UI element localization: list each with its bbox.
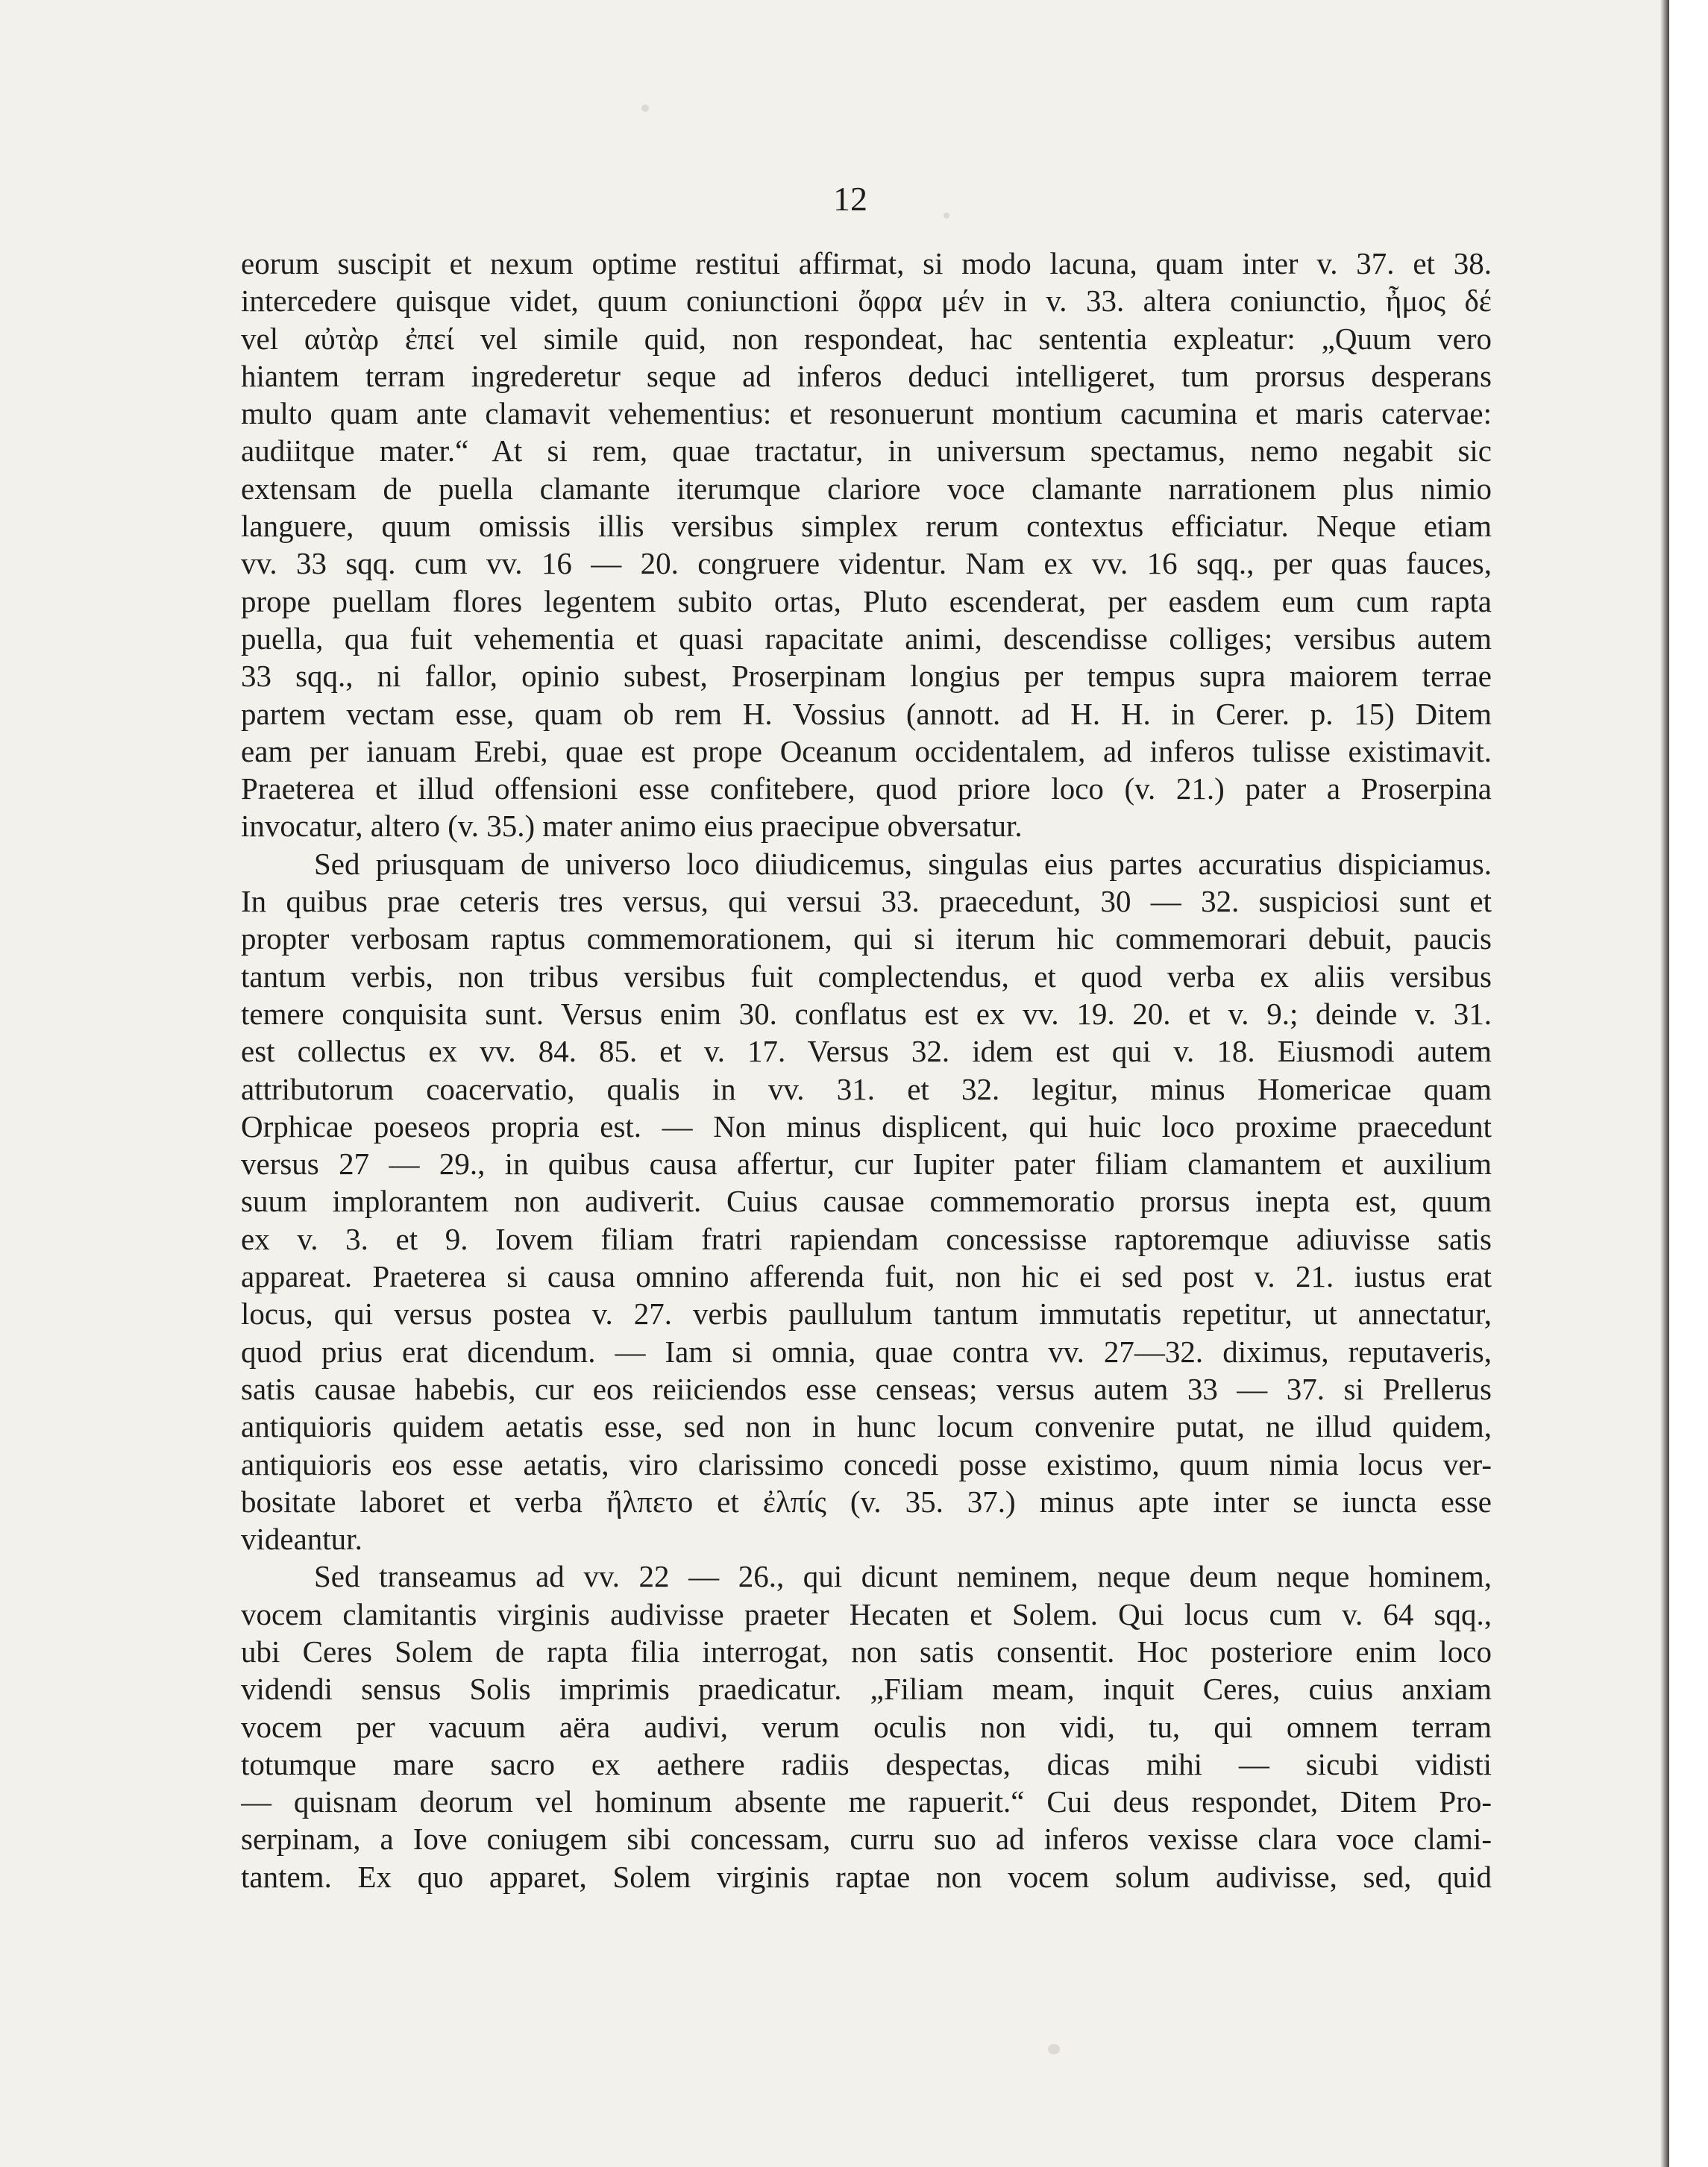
text-line: antiquioris quidem aetatis esse, sed non in hunc locum convenire putat, ne illud quidem, — [241, 1409, 1492, 1444]
text-line: Sed priusquam de universo loco diiudicemus, singulas eius partes accuratius dispiciamus. — [314, 846, 1492, 881]
text-line: suum implorantem non audiverit. Cuius causae commemoratio prorsus inepta est, quum — [241, 1184, 1492, 1219]
text-line: 33 sqq., ni fallor, opinio subest, Proserpinam longius per tempus supra maiorem terrae — [241, 659, 1492, 694]
text-line: attributorum coacervatio, qualis in vv. 31. et 32. legitur, minus Homericae quam — [241, 1071, 1492, 1106]
text-line: totumque mare sacro ex aethere radiis despectas, dicas mihi — sicubi vidisti — [241, 1746, 1492, 1781]
text-line: eorum suscipit et nexum optime restitui affirmat, si modo lacuna, quam inter v. 37. et 38. — [241, 246, 1492, 280]
text-line: antiquioris eos esse aetatis, viro clarissimo concedi posse existimo, quum nimia locus ver- — [241, 1446, 1492, 1481]
text-line: serpinam, a Iove coniugem sibi concessam, curru suo ad inferos vexisse clara voce clami- — [241, 1822, 1492, 1857]
text-line: eam per ianuam Erebi, quae est prope Oceanum occidentalem, ad inferos tulisse existimavit. — [241, 733, 1492, 768]
text-line: appareat. Praeterea si causa omnino afferenda fuit, non hic ei sed post v. 21. iustus erat — [241, 1259, 1492, 1294]
text-line: languere, quum omissis illis versibus simplex rerum contextus efficiatur. Neque etiam — [241, 509, 1492, 544]
paper-spot — [944, 213, 949, 219]
text-line: satis causae habebis, cur eos reiiciendos esse censeas; versus autem 33 — 37. si Prellerus — [241, 1371, 1492, 1406]
text-line: ex v. 3. et 9. Iovem filiam fratri rapiendam concessisse raptoremque adiuvisse satis — [241, 1221, 1492, 1256]
text-line: prope puellam flores legentem subito ortas, Pluto escenderat, per easdem eum cum rapta — [241, 583, 1492, 618]
text-line: videndi sensus Solis imprimis praedicatur. „Filiam meam, inquit Ceres, cuius anxiam — [241, 1672, 1492, 1707]
text-line: vel αὐτὰρ ἐπεί vel simile quid, non respondeat, hac sententia expleatur: „Quum vero — [241, 321, 1492, 356]
scan-margin — [1669, 0, 1708, 2167]
body-text — [241, 245, 1492, 1895]
text-line: Sed transeamus ad vv. 22 — 26., qui dicunt neminem, neque deum neque hominem, — [314, 1559, 1492, 1594]
text-line: versus 27 — 29., in quibus causa affertur, cur Iupiter pater filiam clamantem et auxilium — [241, 1147, 1492, 1182]
text-line: puella, qua fuit vehementia et quasi rapacitate animi, descendisse colliges; versibus autem — [241, 621, 1492, 656]
text-line: ubi Ceres Solem de rapta filia interrogat, non satis consentit. Hoc posteriore enim loco — [241, 1634, 1492, 1669]
text-line: invocatur, altero (v. 35.) mater animo eius praecipue obversatur. — [241, 809, 1023, 844]
text-line: In quibus prae ceteris tres versus, qui versui 33. praecedunt, 30 — 32. suspiciosi sunt et — [241, 884, 1492, 919]
text-line: locus, qui versus postea v. 27. verbis paullulum tantum immutatis repetitur, ut annectatur, — [241, 1296, 1492, 1332]
text-line: Praeterea et illud offensioni esse confitebere, quod priore loco (v. 21.) pater a Proserpina — [241, 771, 1492, 806]
text-line: propter verbosam raptus commemorationem, qui si iterum hic commemorari debuit, paucis — [241, 921, 1492, 956]
text-line: multo quam ante clamavit vehementius: et resonuerunt montium cacumina et maris catervae: — [241, 396, 1492, 431]
text-line: temere conquisita sunt. Versus enim 30. conflatus est ex vv. 19. 20. et v. 9.; deinde v. 31. — [241, 996, 1492, 1031]
page-number: 12 — [833, 180, 867, 218]
text-line: vocem clamitantis virginis audivisse praeter Hecaten et Solem. Qui locus cum v. 64 sqq., — [241, 1596, 1492, 1631]
text-line: tantem. Ex quo apparet, Solem virginis raptae non vocem solum audivisse, sed, quid — [241, 1859, 1492, 1894]
text-line: — quisnam deorum vel hominum absente me rapuerit.“ Cui deus respondet, Ditem Pro- — [241, 1784, 1492, 1819]
text-line: est collectus ex vv. 84. 85. et v. 17. Versus 32. idem est qui v. 18. Eiusmodi autem — [241, 1034, 1492, 1069]
text-line: intercedere quisque videt, quum coniunctioni ὄφρα μέν in v. 33. altera coniunctio, ἦμος δέ — [241, 283, 1492, 319]
text-line: vocem per vacuum aëra audivi, verum oculis non vidi, tu, qui omnem terram — [241, 1709, 1492, 1744]
text-line: tantum verbis, non tribus versibus fuit complectendus, et quod verba ex aliis versibus — [241, 959, 1492, 994]
text-line: extensam de puella clamante iterumque clariore voce clamante narrationem plus nimio — [241, 471, 1492, 506]
text-line: hiantem terram ingrederetur seque ad inferos deduci intelligeret, tum prorsus desperans — [241, 358, 1492, 393]
text-line: bositate laboret et verba ἤλπετο et ἐλπίς (v. 35. 37.) minus apte inter se iuncta esse — [241, 1484, 1492, 1519]
paper-spot — [641, 104, 649, 112]
text-line: videantur. — [241, 1522, 362, 1557]
text-line: audiitque mater.“ At si rem, quae tractatur, in universum spectamus, nemo negabit sic — [241, 433, 1492, 468]
text-line: vv. 33 sqq. cum vv. 16 — 20. congruere videntur. Nam ex vv. 16 sqq., per quas fauces, — [241, 546, 1492, 581]
paper-spot — [1048, 2044, 1060, 2054]
text-line: quod prius erat dicendum. — Iam si omnia, quae contra vv. 27—32. diximus, reputaveris, — [241, 1334, 1492, 1369]
text-line: partem vectam esse, quam ob rem H. Vossius (annott. ad H. H. in Cerer. p. 15) Ditem — [241, 696, 1492, 731]
text-line: Orphicae poeseos propria est. — Non minus displicent, qui huic loco proxime praecedunt — [241, 1108, 1492, 1144]
